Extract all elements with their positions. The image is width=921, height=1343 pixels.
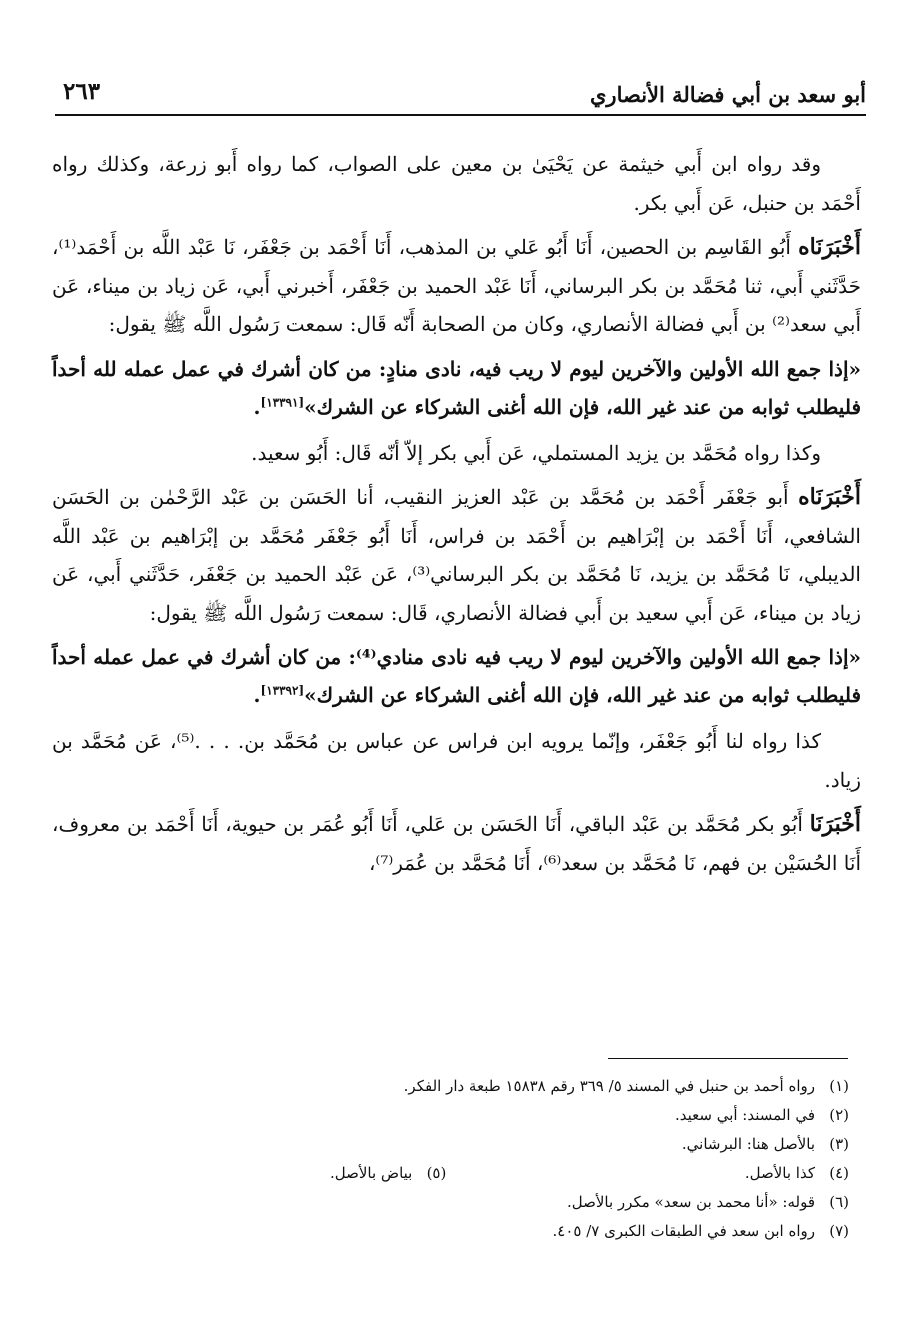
footnote-text: قوله: «أنا محمد بن سعد» مكرر بالأصل. xyxy=(567,1193,815,1211)
paragraph-text: أَبُو بكر مُحَمَّد بن عَبْد الباقي، أَنَا الحَسَن بن عَلي، أَنَا أَبُو عُمَر بن حيوية، أَنَا أَحْمَد بن معروف، أَنَا الحُسَيْن بن فهم، نَا مُحَمَّد بن سعد⁽⁶⁾، أَنَا مُحَمَّد بن عُمَر⁽⁷⁾، xyxy=(52,812,861,875)
footnote-text: بياض بالأصل. xyxy=(330,1164,413,1182)
paragraph-text: وقد رواه ابن أَبي خيثمة عن يَحْيَىٰ بن معين على الصواب، كما رواه أَبو زرعة، وكذلك رواه أَحْمَد بن حنبل، عَن أَبي بكر. xyxy=(52,152,861,215)
hadith-text: «إذا جمع الله الأولين والآخرين ليوم لا ريب فيه نادى منادي⁽⁴⁾: من كان أشرك في عمل عمله أحداً فليطلب ثوابه من عند غير الله، فإن الله أغنى الشركاء عن الشرك» xyxy=(52,645,862,707)
footnote xyxy=(60,1217,849,1246)
hadith-reference: [١٣٣٩٢] xyxy=(260,683,305,698)
paragraph-lead: أَخْبَرَنَاه xyxy=(798,484,861,510)
hadith-text: «إذا جمع الله الأولين والآخرين ليوم لا ريب فيه، نادى منادٍ: من كان أشرك في عمل عمله لله أحداً فليطلب ثوابه من عند غير الله، فإن الله أغنى الشركاء عن الشرك» xyxy=(52,356,861,419)
running-header xyxy=(55,72,866,112)
paragraph xyxy=(52,805,861,882)
footnote xyxy=(60,1101,849,1130)
header-divider xyxy=(55,114,866,116)
footnote-secondary xyxy=(330,1159,446,1188)
paragraph-lead: أَخْبَرَنَا xyxy=(809,811,861,837)
hadith-quote xyxy=(52,638,861,714)
hadith-quote xyxy=(52,350,861,426)
footnote-text: كذا بالأصل. xyxy=(744,1164,815,1182)
running-title: أبو سعد بن أبي فضالة الأنصاري xyxy=(590,82,866,107)
paragraph-text: أَبو جَعْفَر أَحْمَد بن مُحَمَّد بن عَبْد العزيز النقيب، أنا الحَسَن بن عَبْد الرَّحْمٰن بن الحَسَن الشافعي، أَنَا أَحْمَد بن إبْرَاهيم بن أَحْمَد بن فراس، أَنَا أَبُو جَعْفَر مُحَمَّد بن إبْرَاهيم بن عَبْد اللَّه الديبلي، نَا مُحَمَّد بن يزيد، نَا مُحَمَّد بن بكر البرساني⁽³⁾، عَن عَبْد الحميد بن جَعْفَر، حَدَّثَني أَبي، عَن زياد بن ميناء، عَن أَبي سعيد بن أَبي فضالة الأنصاري، قَال: سمعت رَسُول اللَّه ﷺ يقول: xyxy=(52,485,861,625)
footnote-number: (٧) xyxy=(829,1222,849,1240)
footnote-number: (٢) xyxy=(829,1106,849,1124)
footnote xyxy=(60,1072,849,1101)
paragraph-text: أَبُو القَاسِم بن الحصين، أَنَا أَبُو عَلي بن المذهب، أَنَا أَحْمَد بن جَعْفَر، نَا عَبْد اللَّه بن أَحْمَد⁽¹⁾، حَدَّثَني أَبي، ثنا مُحَمَّد بن بكر البرساني، أَنَا عَبْد الحميد بن جَعْفَر، أَخبرني أَبي، عَن زياد بن ميناء، عَن أَبي سعد⁽²⁾ بن أَبي فضالة الأنصاري، وكان من الصحابة أَنّه قَال: سمعت رَسُول اللَّه ﷺ يقول: xyxy=(52,235,862,336)
footnote-number: (٥) xyxy=(426,1164,447,1182)
hadith-end: . xyxy=(253,683,261,707)
main-text xyxy=(52,145,861,888)
paragraph-text: وكذا رواه مُحَمَّد بن يزيد المستملي، عَن أَبي بكر إلاّ أنّه قَال: أَبُو سعيد. xyxy=(251,440,821,465)
footnote-number: (٤) xyxy=(829,1164,849,1182)
hadith-reference: [١٣٣٩١] xyxy=(260,394,305,409)
footnote-text: في المسند: أبي سعيد. xyxy=(674,1106,815,1124)
paragraph xyxy=(52,478,861,632)
footnote-text: بالأصل هنا: البرشاني. xyxy=(681,1135,815,1153)
footnote-number: (١) xyxy=(829,1077,849,1095)
paragraph xyxy=(52,722,861,799)
paragraph xyxy=(52,145,861,222)
paragraph-lead: أَخْبَرَنَاه xyxy=(798,234,861,260)
footnote-number: (٦) xyxy=(829,1193,849,1211)
footnote xyxy=(60,1130,849,1159)
footnote xyxy=(60,1188,849,1217)
paragraph-text: كذا رواه لنا أَبُو جَعْفَر، وإنّما يرويه ابن فراس عن عباس بن مُحَمَّد بن. . . .⁽⁵⁾، عَن مُحَمَّد بن زياد. xyxy=(52,729,861,792)
footnote-text: رواه ابن سعد في الطبقات الكبرى ٧/ ٤٠٥. xyxy=(552,1222,815,1240)
footnote-divider xyxy=(608,1058,848,1059)
page-number: ٢٦٣ xyxy=(63,78,101,105)
paragraph xyxy=(52,434,861,473)
footnote-text: رواه أحمد بن حنبل في المسند ٥/ ٣٦٩ رقم ١٥٨٣٨ طبعة دار الفكر. xyxy=(403,1077,815,1095)
hadith-end: . xyxy=(253,394,261,419)
paragraph xyxy=(52,228,861,344)
footnote xyxy=(60,1159,849,1188)
footnotes xyxy=(60,1072,849,1246)
footnote-number: (٣) xyxy=(829,1135,849,1153)
